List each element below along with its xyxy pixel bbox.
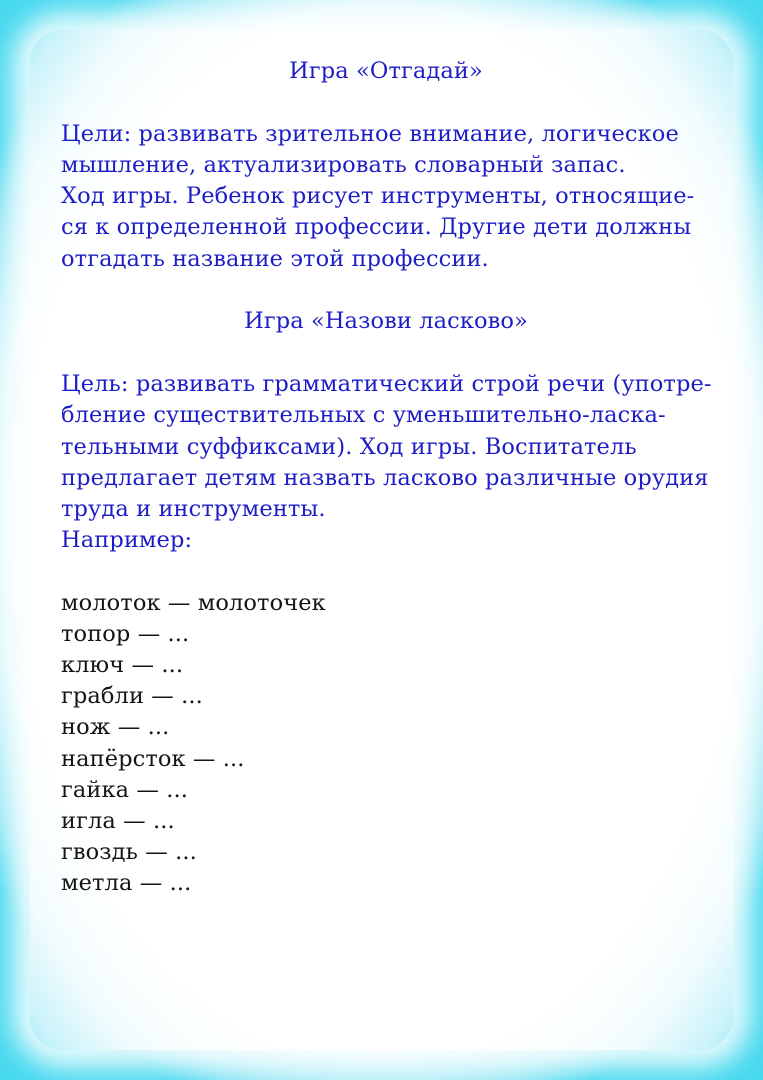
- spacer: [61, 87, 711, 118]
- example-item: напёрсток — ...: [61, 745, 245, 772]
- game1-line-1: Цели: развивать зрительное внимание, логическое: [61, 120, 679, 147]
- game1-line-2: мышление, актуализировать словарный запас.: [61, 151, 626, 178]
- game1-line-3: Ход игры. Ребенок рисует инструменты, относящие-: [61, 183, 695, 210]
- example-item: игла — ...: [61, 807, 175, 834]
- example-item: гайка — ...: [61, 776, 189, 803]
- spacer: [61, 275, 711, 306]
- game1-title: Игра «Отгадай»: [289, 58, 483, 84]
- example-item: ключ — ...: [61, 652, 184, 679]
- example-item: молоток — молоточек: [61, 590, 326, 617]
- game2-line-1: Цель: развивать грамматический строй речи (употре-: [61, 370, 712, 397]
- game1-line-4: ся к определенной профессии. Другие дети должны: [61, 214, 692, 241]
- game1-line-5: отгадать название этой профессии.: [61, 245, 489, 272]
- example-item: метла — ...: [61, 869, 192, 896]
- game2-line-2: бление существительных с уменьшительно-ласка-: [61, 402, 666, 429]
- example-item: топор — ...: [61, 621, 190, 648]
- game2-title: Игра «Назови ласково»: [244, 308, 528, 335]
- example-item: гвоздь — ...: [61, 838, 197, 865]
- document-content: [61, 56, 711, 899]
- spacer: [61, 338, 711, 369]
- example-item: нож — ...: [61, 714, 170, 741]
- game2-line-4: предлагает детям назвать ласково различные орудия: [61, 464, 709, 491]
- game2-line-3: тельными суффиксами). Ход игры. Воспитатель: [61, 433, 637, 460]
- game2-line-5: труда и инструменты.: [61, 496, 326, 523]
- example-item: грабли — ...: [61, 683, 203, 710]
- spacer: [61, 557, 711, 588]
- game2-line-6: Например:: [61, 527, 193, 554]
